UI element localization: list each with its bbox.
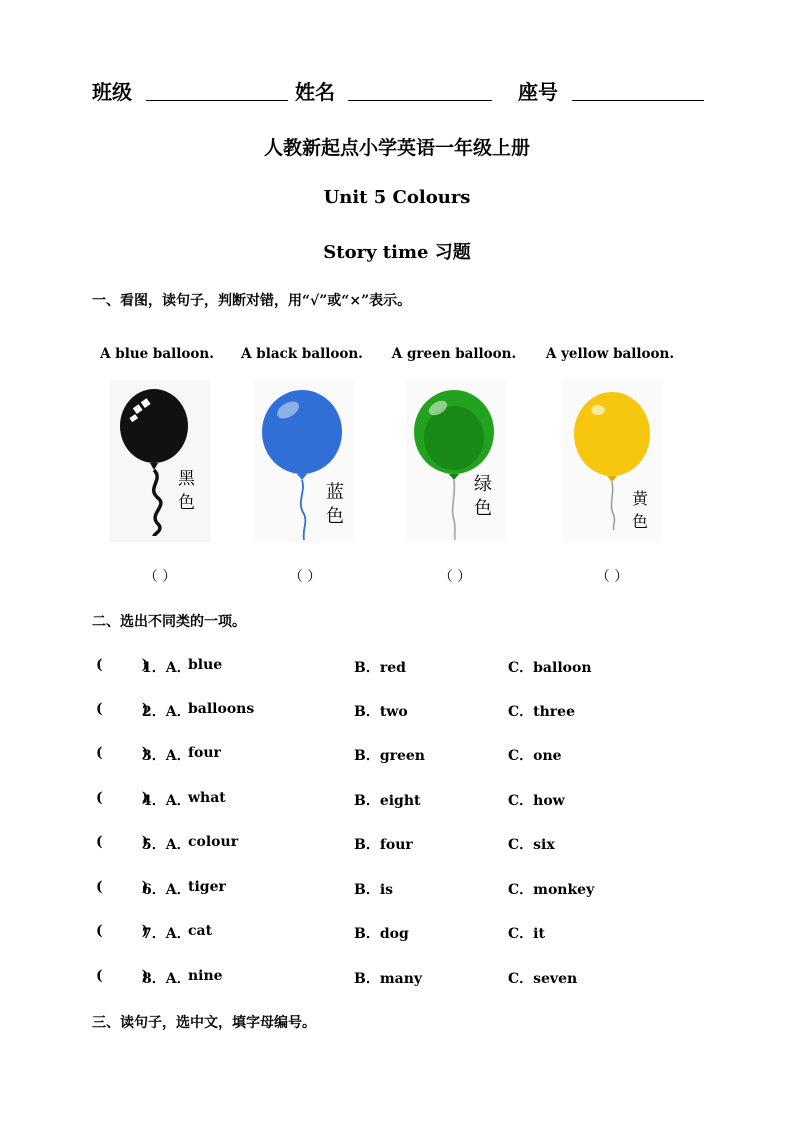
- caption-3: A green balloon.: [391, 346, 517, 362]
- option-c: C．three: [508, 704, 575, 720]
- class-label: 班级: [92, 80, 132, 104]
- question-row: [96, 790, 716, 812]
- balloon-char-top: 蓝: [326, 482, 344, 503]
- answer-blank-2[interactable]: （ ）: [288, 569, 322, 585]
- name-label: 姓名: [295, 80, 335, 104]
- blue-balloon-image: [252, 380, 362, 545]
- balloon-char-bottom: 色: [178, 493, 195, 513]
- option-b: B．red: [354, 660, 406, 676]
- balloon-char-top: 黑: [178, 469, 195, 489]
- caption-4: A yellow balloon.: [545, 346, 675, 362]
- option-a: what: [188, 790, 226, 806]
- question-row: [96, 834, 716, 856]
- question-number: 5．A．: [142, 837, 191, 853]
- option-a: balloons: [188, 701, 255, 717]
- answer-blank[interactable]: ( ): [96, 701, 149, 717]
- green-balloon-image: [404, 380, 514, 545]
- option-a: four: [188, 745, 221, 761]
- option-a: nine: [188, 968, 223, 984]
- question-row: [96, 745, 716, 767]
- option-a: colour: [188, 834, 239, 850]
- balloon-char-bottom: 色: [632, 512, 649, 531]
- answer-blank[interactable]: ( ): [96, 745, 149, 761]
- question-number: 8．A．: [142, 971, 191, 987]
- question-row: [96, 701, 716, 723]
- question-row: [96, 879, 716, 901]
- question-row: [96, 657, 716, 679]
- question-number: 6．A．: [142, 882, 191, 898]
- answer-blank[interactable]: ( ): [96, 968, 149, 984]
- question-number: 4．A．: [142, 793, 191, 809]
- answer-blank[interactable]: ( ): [96, 790, 149, 806]
- option-a: tiger: [188, 879, 226, 895]
- answer-blank[interactable]: ( ): [96, 834, 149, 850]
- option-c: C．seven: [508, 971, 578, 987]
- yellow-balloon-image: [560, 380, 670, 545]
- option-b: B．two: [354, 704, 408, 720]
- option-b: B．four: [354, 837, 413, 853]
- option-b: B．green: [354, 748, 425, 764]
- balloon-char-top: 绿: [474, 474, 492, 495]
- option-b: B．dog: [354, 926, 409, 942]
- answer-blank[interactable]: ( ): [96, 923, 149, 939]
- option-b: B．many: [354, 971, 423, 987]
- section2-instruction: 二、选出不同类的一项。: [92, 614, 246, 630]
- answer-blank-4[interactable]: （ ）: [595, 569, 629, 585]
- option-c: C．one: [508, 748, 562, 764]
- option-c: C．monkey: [508, 882, 595, 898]
- book-title: 人教新起点小学英语一年级上册: [263, 137, 530, 159]
- option-c: C．how: [508, 793, 565, 809]
- option-c: C．balloon: [508, 660, 592, 676]
- question-number: 3．A．: [142, 748, 191, 764]
- section3-instruction: 三、读句子，选中文，填字母编号。: [92, 1015, 316, 1031]
- balloon-char-bottom: 色: [326, 506, 344, 527]
- unit-title: Unit 5 Colours: [323, 187, 471, 208]
- option-c: C．it: [508, 926, 545, 942]
- seat-label: 座号: [518, 80, 558, 104]
- balloon-body: [262, 390, 342, 474]
- lesson-title: Story time 习题: [323, 242, 471, 263]
- section1-instruction: 一、看图，读句子，判断对错，用“√”或“×”表示。: [92, 293, 412, 309]
- answer-blank-1[interactable]: （ ）: [143, 569, 177, 585]
- balloon-char-top: 黄: [632, 489, 649, 508]
- name-field[interactable]: [348, 100, 492, 101]
- option-a: cat: [188, 923, 213, 939]
- caption-1: A blue balloon.: [100, 346, 214, 362]
- balloon-body: [574, 392, 650, 476]
- answer-blank-3[interactable]: （ ）: [438, 569, 472, 585]
- caption-2: A black balloon.: [241, 346, 363, 362]
- question-number: 1．A．: [142, 660, 191, 676]
- answer-blank[interactable]: ( ): [96, 657, 149, 673]
- answer-blank[interactable]: ( ): [96, 879, 149, 895]
- option-c: C．six: [508, 837, 555, 853]
- class-field[interactable]: [146, 100, 288, 101]
- question-number: 7．A．: [142, 926, 191, 942]
- seat-field[interactable]: [572, 100, 704, 101]
- balloon-body: [120, 389, 188, 463]
- black-balloon-image: [108, 380, 218, 545]
- balloon-char-bottom: 色: [474, 498, 492, 519]
- option-b: B．is: [354, 882, 394, 898]
- question-number: 2．A．: [142, 704, 191, 720]
- question-row: [96, 968, 716, 990]
- option-a: blue: [188, 657, 223, 673]
- question-row: [96, 923, 716, 945]
- option-b: B．eight: [354, 793, 421, 809]
